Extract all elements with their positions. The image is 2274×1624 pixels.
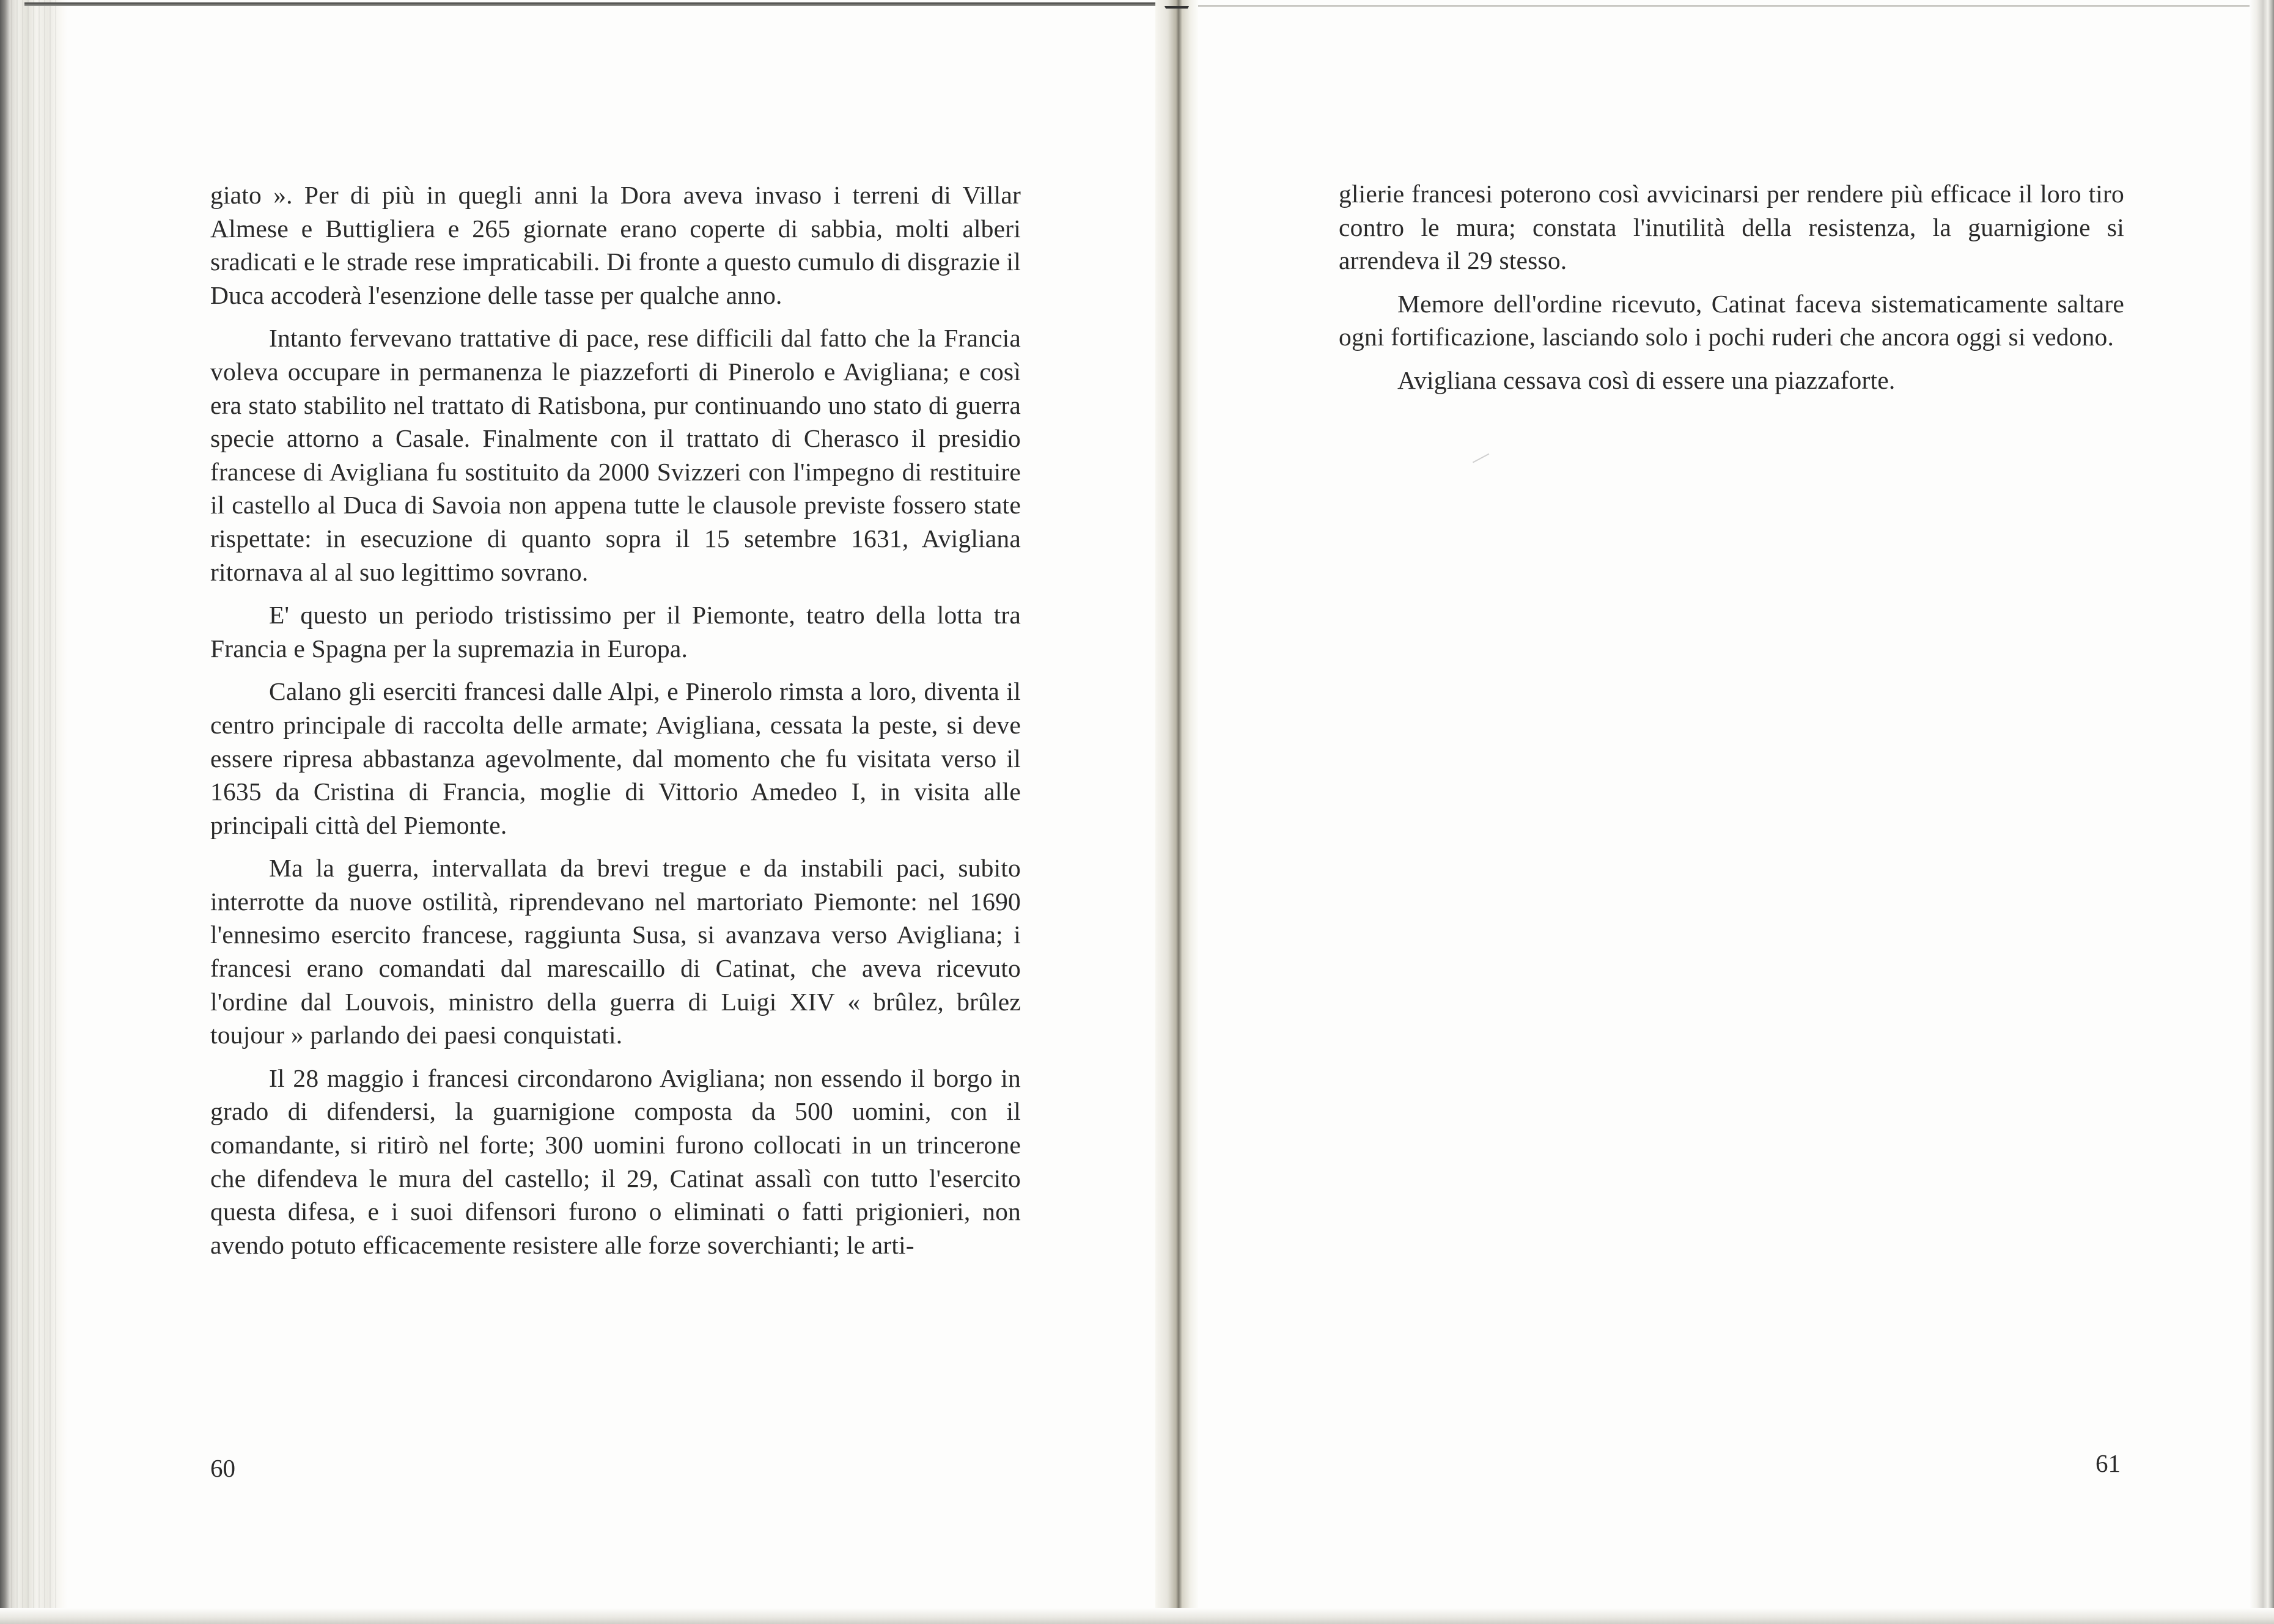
top-border-left (24, 2, 1168, 6)
left-page-text (210, 178, 1021, 1271)
book-right-edge (2250, 0, 2274, 1624)
pencil-mark (1473, 454, 1492, 469)
left-paragraph-6: Il 28 maggio i francesi circondarono Avigliana; non essendo il borgo in grado di difendersi, la guarnigione composta da 500 uomini, con il comandante, si ritirò nel forte; 300 uomini furono collocati in un trincerone che difendeva le mura del castello; il 29, Catinat assalì con tutto l'esercito questa difesa, e i suoi difensori furono o eliminati o fatti prigionieri, non avendo potuto efficacemente resistere alle forze soverchianti; le arti- (210, 1064, 1021, 1259)
top-border-right (1181, 5, 2269, 7)
bottom-shadow (0, 1608, 2274, 1624)
right-paragraph-2: Memore dell'ordine ricevuto, Catinat faceva sistematicamente saltare ogni fortificazione, lasciando solo i pochi ruderi che ancora oggi si vedono. (1339, 289, 2124, 351)
left-paragraph-5: Ma la guerra, intervallata da brevi tregue e da instabili paci, subito interrotte da nuove ostilità, riprendevano nel martoriato Piemonte: nel 1690 l'ennesimo esercito francese, raggiunta Susa, si avanzava verso Avigliana; i francesi erano comandati dal marescaillo di Catinat, che aveva ricevuto l'ordine dal Louvois, ministro della guerra di Luigi XIV « brûlez, brûlez toujour » parlando dei paesi conquistati. (210, 854, 1021, 1049)
right-paragraph-3: Avigliana cessava così di essere una piazzaforte. (1397, 366, 1896, 394)
right-page-number: 61 (2096, 1449, 2121, 1477)
page-stack-lines (11, 0, 60, 1624)
left-paragraph-1: giato ». Per di più in quegli anni la Dora aveva invaso i terreni di Villar Almese e Buttigliera e 265 giornate erano coperte di sabbia, molti alberi sradicati e le strade rese impraticabili. Di fronte a questo cumulo di disgrazie il Duca accoderà l'esenzione delle tasse per qualche anno. (210, 181, 1021, 309)
left-page-number: 60 (210, 1454, 235, 1482)
left-paragraph-4: Calano gli eserciti francesi dalle Alpi, e Pinerolo rimsta a loro, diventa il centro principale di raccolta delle armate; Avigliana, cessata la peste, si deve essere ripresa abbastanza agevolmente, dal momento che fu visitata verso il 1635 da Cristina di Francia, moglie di Vittorio Amedeo I, in visita alle principali città del Piemonte. (210, 677, 1021, 839)
left-paragraph-2: Intanto fervevano trattative di pace, rese difficili dal fatto che la Francia voleva occupare in permanenza le piazzeforti di Pinerolo e Avigliana; e così era stato stabilito nel trattato di Ratisbona, pur continuando uno stato di guerra specie attorno a Casale. Finalmente con il trattato di Cherasco il presidio francese di Avigliana fu sostituito da 2000 Svizzeri con l'impegno di restituire il castello al Duca di Savoia non appena tutte le clausole previste fossero state rispettate: in esecuzione di quanto sopra il 15 setembre 1631, Avigliana ritornava al al suo legittimo sovrano. (210, 324, 1021, 586)
book-gutter (1155, 0, 1198, 1624)
right-page-text (1339, 177, 2124, 407)
left-paragraph-3: E' questo un periodo tristissimo per il Piemonte, teatro della lotta tra Francia e Spagna per la supremazia in Europa. (210, 601, 1021, 663)
right-paragraph-1: glierie francesi poterono così avvicinarsi per rendere più efficace il loro tiro contro le mura; constata l'inutilità della resistenza, la guarnigione si arrendeva il 29 stesso. (1339, 180, 2124, 275)
